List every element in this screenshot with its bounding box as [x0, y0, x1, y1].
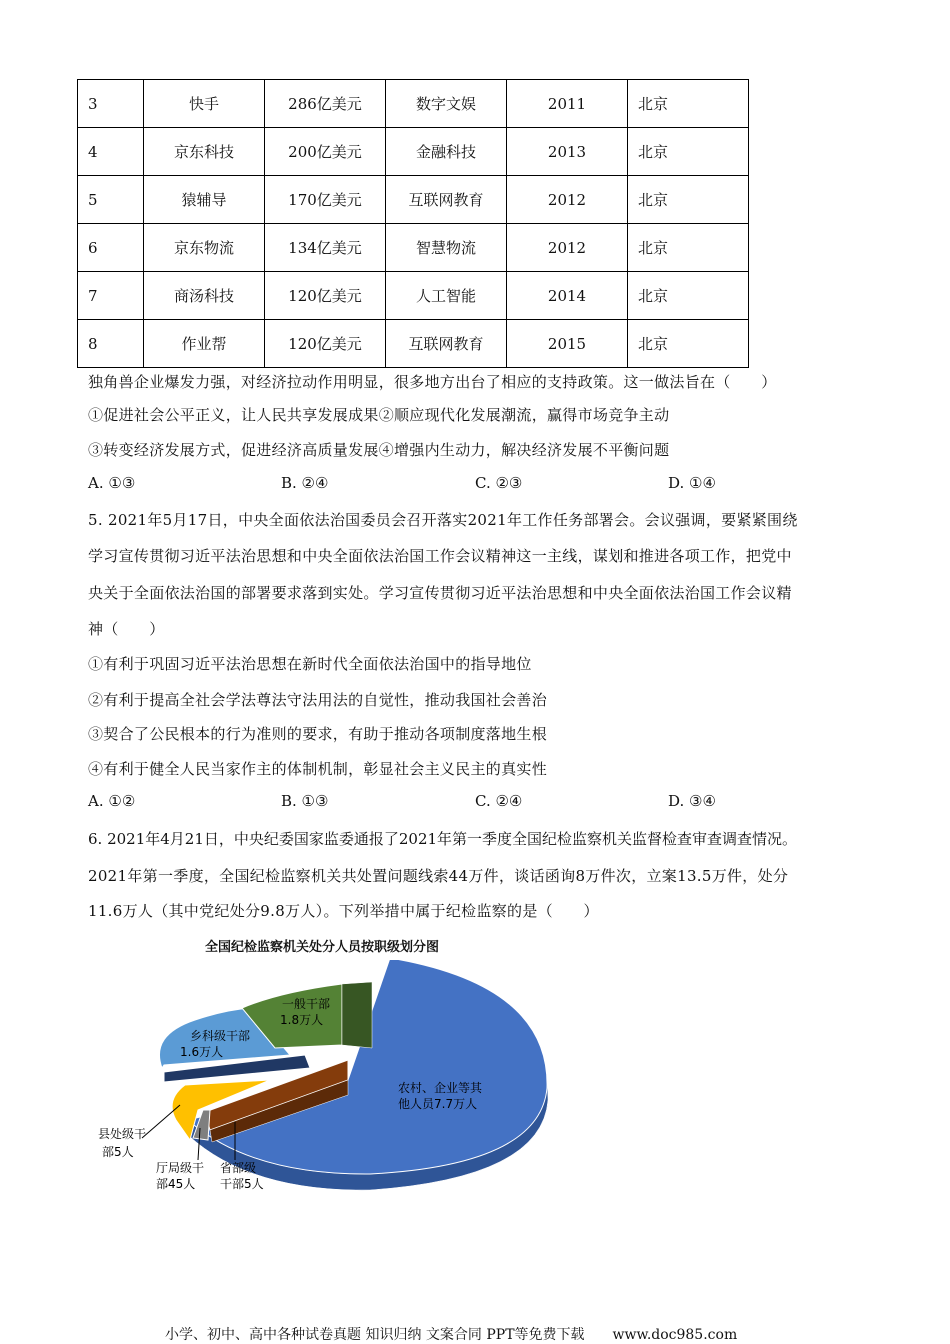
- table-cell: 猿辅导: [144, 176, 265, 224]
- q5-statement-4: ④有利于健全人民当家作主的体制机制，彰显社会主义民主的真实性: [88, 760, 548, 778]
- chart-title: 全国纪检监察机关处分人员按职级划分图: [205, 940, 440, 955]
- label-ministerial-2: 干部5人: [220, 1177, 264, 1191]
- table-cell: 286亿美元: [265, 80, 386, 128]
- q4-statement-2: ③转变经济发展方式，促进经济高质量发展④增强内生动力，解决经济发展不平衡问题: [88, 441, 670, 459]
- table-cell: 120亿美元: [265, 272, 386, 320]
- q5-option-b[interactable]: B. ①③: [281, 792, 329, 810]
- table-cell: 数字文娱: [386, 80, 507, 128]
- q4-option-b[interactable]: B. ②④: [281, 474, 329, 492]
- label-township-1: 乡科级干部: [190, 1029, 251, 1043]
- q5-option-a[interactable]: A. ①②: [88, 792, 136, 810]
- q4-option-a[interactable]: A. ①③: [88, 474, 136, 492]
- table-cell: 互联网教育: [386, 176, 507, 224]
- slice-general-side: [342, 982, 372, 1048]
- table-cell: 北京: [628, 176, 749, 224]
- table-cell: 2011: [507, 80, 628, 128]
- table-cell: 8: [78, 320, 144, 368]
- footer-ad[interactable]: 小学、初中、高中各种试卷真题 知识归纳 文案合同 PPT等免费下载 www.doc985.com: [165, 1327, 738, 1343]
- table-row: [78, 320, 749, 368]
- table-cell: 智慧物流: [386, 224, 507, 272]
- label-rural-1: 农村、企业等其: [398, 1081, 483, 1095]
- q5-statement-1: ①有利于巩固习近平法治思想在新时代全面依法治国中的指导地位: [88, 655, 532, 673]
- q5-line-3: 央关于全面依法治国的部署要求落到实处。学习宣传贯彻习近平法治思想和中央全面依法治国工作会议精: [88, 584, 792, 602]
- q6-line-2: 2021年第一季度，全国纪检监察机关共处置问题线索44万件，谈话函询8万件次，立案13.5万件，处分: [88, 867, 789, 885]
- label-bureau-1: 厅局级干: [156, 1161, 205, 1175]
- table-cell: 7: [78, 272, 144, 320]
- q4-stem: 独角兽企业爆发力强，对经济拉动作用明显，很多地方出台了相应的支持政策。这一做法旨在（ ）: [88, 373, 777, 391]
- q6-line-3: 11.6万人（其中党纪处分9.8万人）。下列举措中属于纪检监察的是（ ）: [88, 902, 599, 920]
- label-general-2: 1.8万人: [280, 1013, 324, 1027]
- table-cell: 人工智能: [386, 272, 507, 320]
- table-cell: 京东科技: [144, 128, 265, 176]
- table-row: [78, 272, 749, 320]
- table-cell: 金融科技: [386, 128, 507, 176]
- table-cell: 3: [78, 80, 144, 128]
- label-rural-2: 他人员7.7万人: [398, 1097, 478, 1111]
- label-township-2: 1.6万人: [180, 1045, 224, 1059]
- table-cell: 2012: [507, 224, 628, 272]
- table-cell: 北京: [628, 224, 749, 272]
- unicorn-table: [77, 79, 749, 368]
- table-cell: 北京: [628, 320, 749, 368]
- q5-line-2: 学习宣传贯彻习近平法治思想和中央全面依法治国工作会议精神这一主线，谋划和推进各项工作，把党中: [88, 547, 792, 565]
- table-cell: 4: [78, 128, 144, 176]
- table-cell: 134亿美元: [265, 224, 386, 272]
- table-cell: 200亿美元: [265, 128, 386, 176]
- table-cell: 170亿美元: [265, 176, 386, 224]
- q5-line-4: 神（ ）: [88, 620, 165, 638]
- q5-statement-2: ②有利于提高全社会学法尊法守法用法的自觉性，推动我国社会善治: [88, 691, 548, 709]
- table-cell: 北京: [628, 128, 749, 176]
- label-bureau-2: 部45人: [156, 1177, 196, 1191]
- q6-line-1: 6. 2021年4月21日，中央纪委国家监委通报了2021年第一季度全国纪检监察机关监督检查审查调查情况。: [88, 830, 798, 848]
- label-county-1: 县处级干: [98, 1127, 147, 1141]
- label-ministerial-1: 省部级: [220, 1161, 257, 1175]
- q5-statement-3: ③契合了公民根本的行为准则的要求，有助于推动各项制度落地生根: [88, 725, 548, 743]
- q5-option-d[interactable]: D. ③④: [668, 792, 716, 810]
- pie-chart: [80, 960, 560, 1200]
- table-row: [78, 176, 749, 224]
- table-cell: 快手: [144, 80, 265, 128]
- q5-option-c[interactable]: C. ②④: [475, 792, 523, 810]
- table-row: [78, 80, 749, 128]
- table-row: [78, 128, 749, 176]
- table-cell: 2012: [507, 176, 628, 224]
- table-cell: 互联网教育: [386, 320, 507, 368]
- table-cell: 北京: [628, 80, 749, 128]
- table-cell: 5: [78, 176, 144, 224]
- table-cell: 120亿美元: [265, 320, 386, 368]
- q4-statement-1: ①促进社会公平正义，让人民共享发展成果②顺应现代化发展潮流，赢得市场竞争主动: [88, 406, 670, 424]
- table-cell: 京东物流: [144, 224, 265, 272]
- q5-line-1: 5. 2021年5月17日，中央全面依法治国委员会召开落实2021年工作任务部署会。会议强调，要紧紧围绕: [88, 511, 798, 529]
- table-row: [78, 224, 749, 272]
- table-cell: 2015: [507, 320, 628, 368]
- table-cell: 商汤科技: [144, 272, 265, 320]
- table-cell: 作业帮: [144, 320, 265, 368]
- q4-option-c[interactable]: C. ②③: [475, 474, 523, 492]
- table-cell: 6: [78, 224, 144, 272]
- leader-line-county: [142, 1105, 180, 1138]
- table-cell: 2013: [507, 128, 628, 176]
- table-cell: 2014: [507, 272, 628, 320]
- table-cell: 北京: [628, 272, 749, 320]
- q4-option-d[interactable]: D. ①④: [668, 474, 716, 492]
- label-county-2: 部5人: [102, 1145, 134, 1159]
- label-general-1: 一般干部: [282, 997, 331, 1011]
